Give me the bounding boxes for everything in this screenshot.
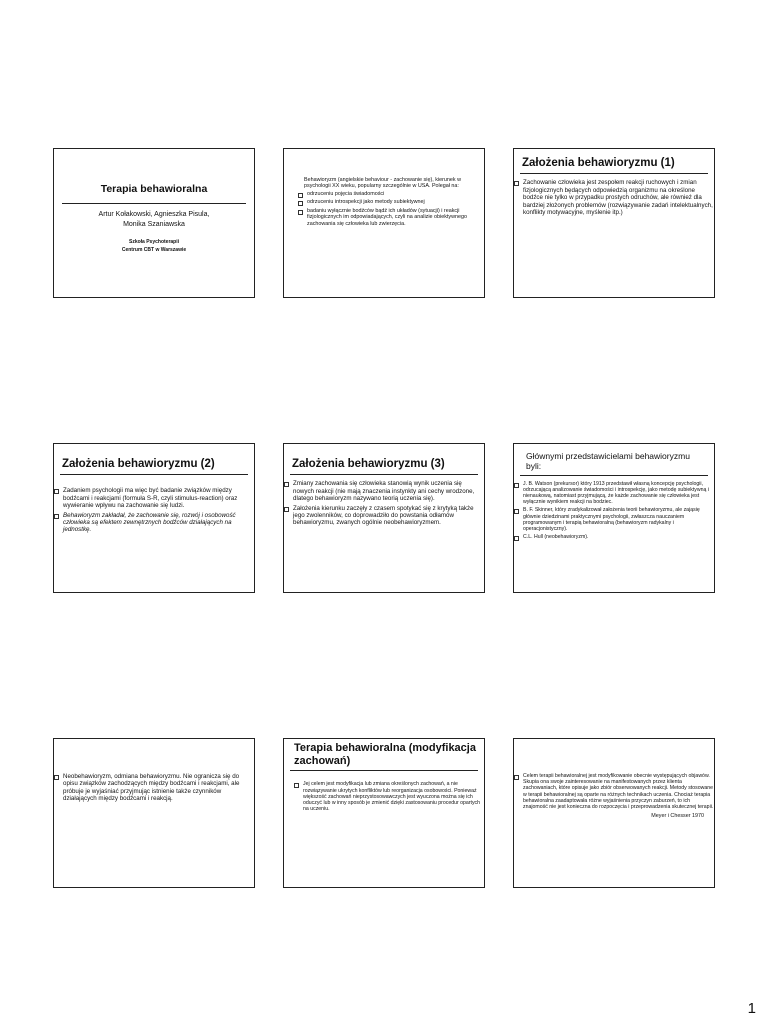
bullet-icon — [294, 783, 299, 788]
list-item: J. B. Watson (prekursor) który 1913 przedstawił własną koncepcję psychologii, odrzucającą analizowanie świadomości i introspekcję, jako metodę subiektywną i nienaukową, natomiast przyjmującą, że każde zachowanie się człowieka jest wyłącznie wynikiem reakcji na bodziec. — [514, 481, 714, 506]
list-item: Celem terapii behawioralnej jest modyfikowanie obecnie występujących objawów. Skupia ona swoje zainteresowanie na manifestowanych przez klienta zachowaniach, które opisuje jako zbiór obserwowanych reakcji. Metody stosowane w terapii behawioralnej są oparte na różnych technikach uczenia. Chociaż terapia behawioralna zaadaptowała różne wyjaśnienia przyczyn zaburzeń, to ich znajomość nie jest konieczna do rozpoczęcia i przeprowadzenia skutecznej terapii. — [514, 773, 714, 810]
bullet-list — [54, 487, 254, 534]
list-item: Jej celem jest modyfikacja lub zmiana określonych zachowań, a nie rozwiązywanie ukrytych konfliktów lub reorganizacja osobowości. Ponieważ większość zachowań nieprzystosowawczych jest wyuczona można się ich oduczyć lub w inny sposób je zmienić dzięki zastosowaniu procedur opartych na uczeniu. — [294, 781, 484, 812]
bullet-icon — [514, 181, 519, 186]
title-rule — [62, 203, 246, 204]
list-item: B. F. Skinner, który zradykalizował założenia teorii behawioryzmu, ale zająsię głównie dziedzinami praktycznymi psychologii, zwłaszcza nauczaniem programowanym i terapią behawioralną (behawioryzm radykalny i operacjonistyczny). — [514, 507, 714, 532]
title-rule — [520, 475, 708, 476]
slide-1 — [53, 148, 255, 298]
bullet-icon — [298, 193, 303, 198]
slide-8 — [283, 738, 485, 888]
list-item: Zadaniem psychologii ma więc być badanie związków między bodźcami i reakcjami (formuła S-R, czyli stimulus-reaction) oraz wywieranie wpływu na zachowanie się ludzi. — [54, 487, 254, 509]
title-rule — [290, 474, 478, 475]
slide-intro — [284, 149, 484, 189]
citation: Meyer i Chesser 1970 — [651, 813, 704, 820]
list-item: odrzuceniu introspekcji jako metody subiektywnej — [298, 199, 484, 205]
slide-3 — [513, 148, 715, 298]
bullet-list — [284, 191, 484, 227]
bullet-icon — [54, 489, 59, 494]
list-item: Zachowanie człowieka jest zespołem reakcji ruchowych i zmian fizjologicznych będących odpowiedzią organizmu na określone bodźce nie tylko w przypadku prostych odruchów, ale również dla bardziej złożonych problemów (rozwiązywanie zadań intelektualnych, konflikty motywacyjne, myślenie itp.) — [514, 179, 714, 216]
bullet-list — [514, 739, 714, 810]
list-item: Zmiany zachowania się człowieka stanowią wynik uczenia się nowych reakcji (nie mają znaczenia instynkty ani cechy wrodzone, dlatego behawioryzm nazywano teorią uczenia się). — [284, 480, 484, 502]
list-item: odrzuceniu pojęcia świadomości — [298, 191, 484, 197]
bullet-icon — [284, 507, 289, 512]
bullet-list — [514, 179, 714, 216]
bullet-icon — [514, 509, 519, 514]
slide-2 — [283, 148, 485, 298]
bullet-list — [284, 480, 484, 527]
bullet-list — [284, 781, 484, 812]
bullet-icon — [298, 201, 303, 206]
bullet-icon — [284, 482, 289, 487]
list-item: badaniu wyłącznie bodźców bądź ich układów (sytuacji) i reakcji fizjologicznych im odpowiadających, czyli na analizie obiektywnego zachowania się człowieka lub zwierzęcia. — [298, 208, 484, 227]
bullet-icon — [514, 536, 519, 541]
slide-6 — [513, 443, 715, 593]
title-rule — [60, 474, 248, 475]
slide-title: Założenia behawioryzmu (3) — [292, 458, 445, 470]
slide-9 — [513, 738, 715, 888]
bullet-icon — [54, 514, 59, 519]
list-item: Założenia kierunku zaczęły z czasem spotykać się z krytyką także jego zwolenników, co doprowadziło do powstania odłamów behawioryzmu, zwanych ogólnie neobehawioryzmem. — [284, 505, 484, 527]
slide-5 — [283, 443, 485, 593]
bullet-icon — [298, 210, 303, 215]
school-line-1: Szkoła Psychoterapii — [128, 238, 180, 245]
bullet-icon — [54, 775, 59, 780]
slide-title: Założenia behawioryzmu (2) — [62, 458, 215, 470]
slide-title: Terapia behawioralna — [100, 183, 208, 195]
list-item: Behawioryzm zakładał, że zachowanie się, rozwój i osobowość człowieka są efektem zewnętrznych bodźców działających na jednostkę. — [54, 512, 254, 534]
slide-title: Głównymi przedstawicielami behawioryzmu byli: — [526, 451, 690, 471]
slide-7 — [53, 738, 255, 888]
list-item: Neobehawioryzm, odmiana behawioryzmu. Nie ogranicza się do opisu związków zachodzących między bodźcami i reakcjami, ale próbuje je wyjaśniać przyjmując istnienie także czynników działających między bodźcami i reakcją. — [54, 773, 254, 803]
page-number: 1 — [747, 1000, 756, 1017]
school-line-2: Centrum CBT w Warszawie — [121, 246, 187, 253]
title-rule — [290, 770, 478, 771]
slide-title: Terapia behawioralna (modyfikacja zachowań) — [294, 742, 476, 767]
authors: Artur Kołakowski, Agnieszka Pisula, Monika Szaniawska — [98, 211, 210, 228]
bullet-list — [514, 481, 714, 541]
bullet-icon — [514, 483, 519, 488]
list-item: C.L. Hull (neobehawioryzm). — [514, 534, 714, 540]
bullet-icon — [514, 775, 519, 780]
slide-title: Założenia behawioryzmu (1) — [522, 157, 675, 169]
intro-text: Behawioryzm (angielskie behaviour - zachowanie się), kierunek w psychologii XX wieku, popularny szczególnie w USA. Polegał na: — [304, 177, 461, 189]
title-rule — [520, 173, 708, 174]
bullet-list — [54, 739, 254, 803]
slide-4 — [53, 443, 255, 593]
